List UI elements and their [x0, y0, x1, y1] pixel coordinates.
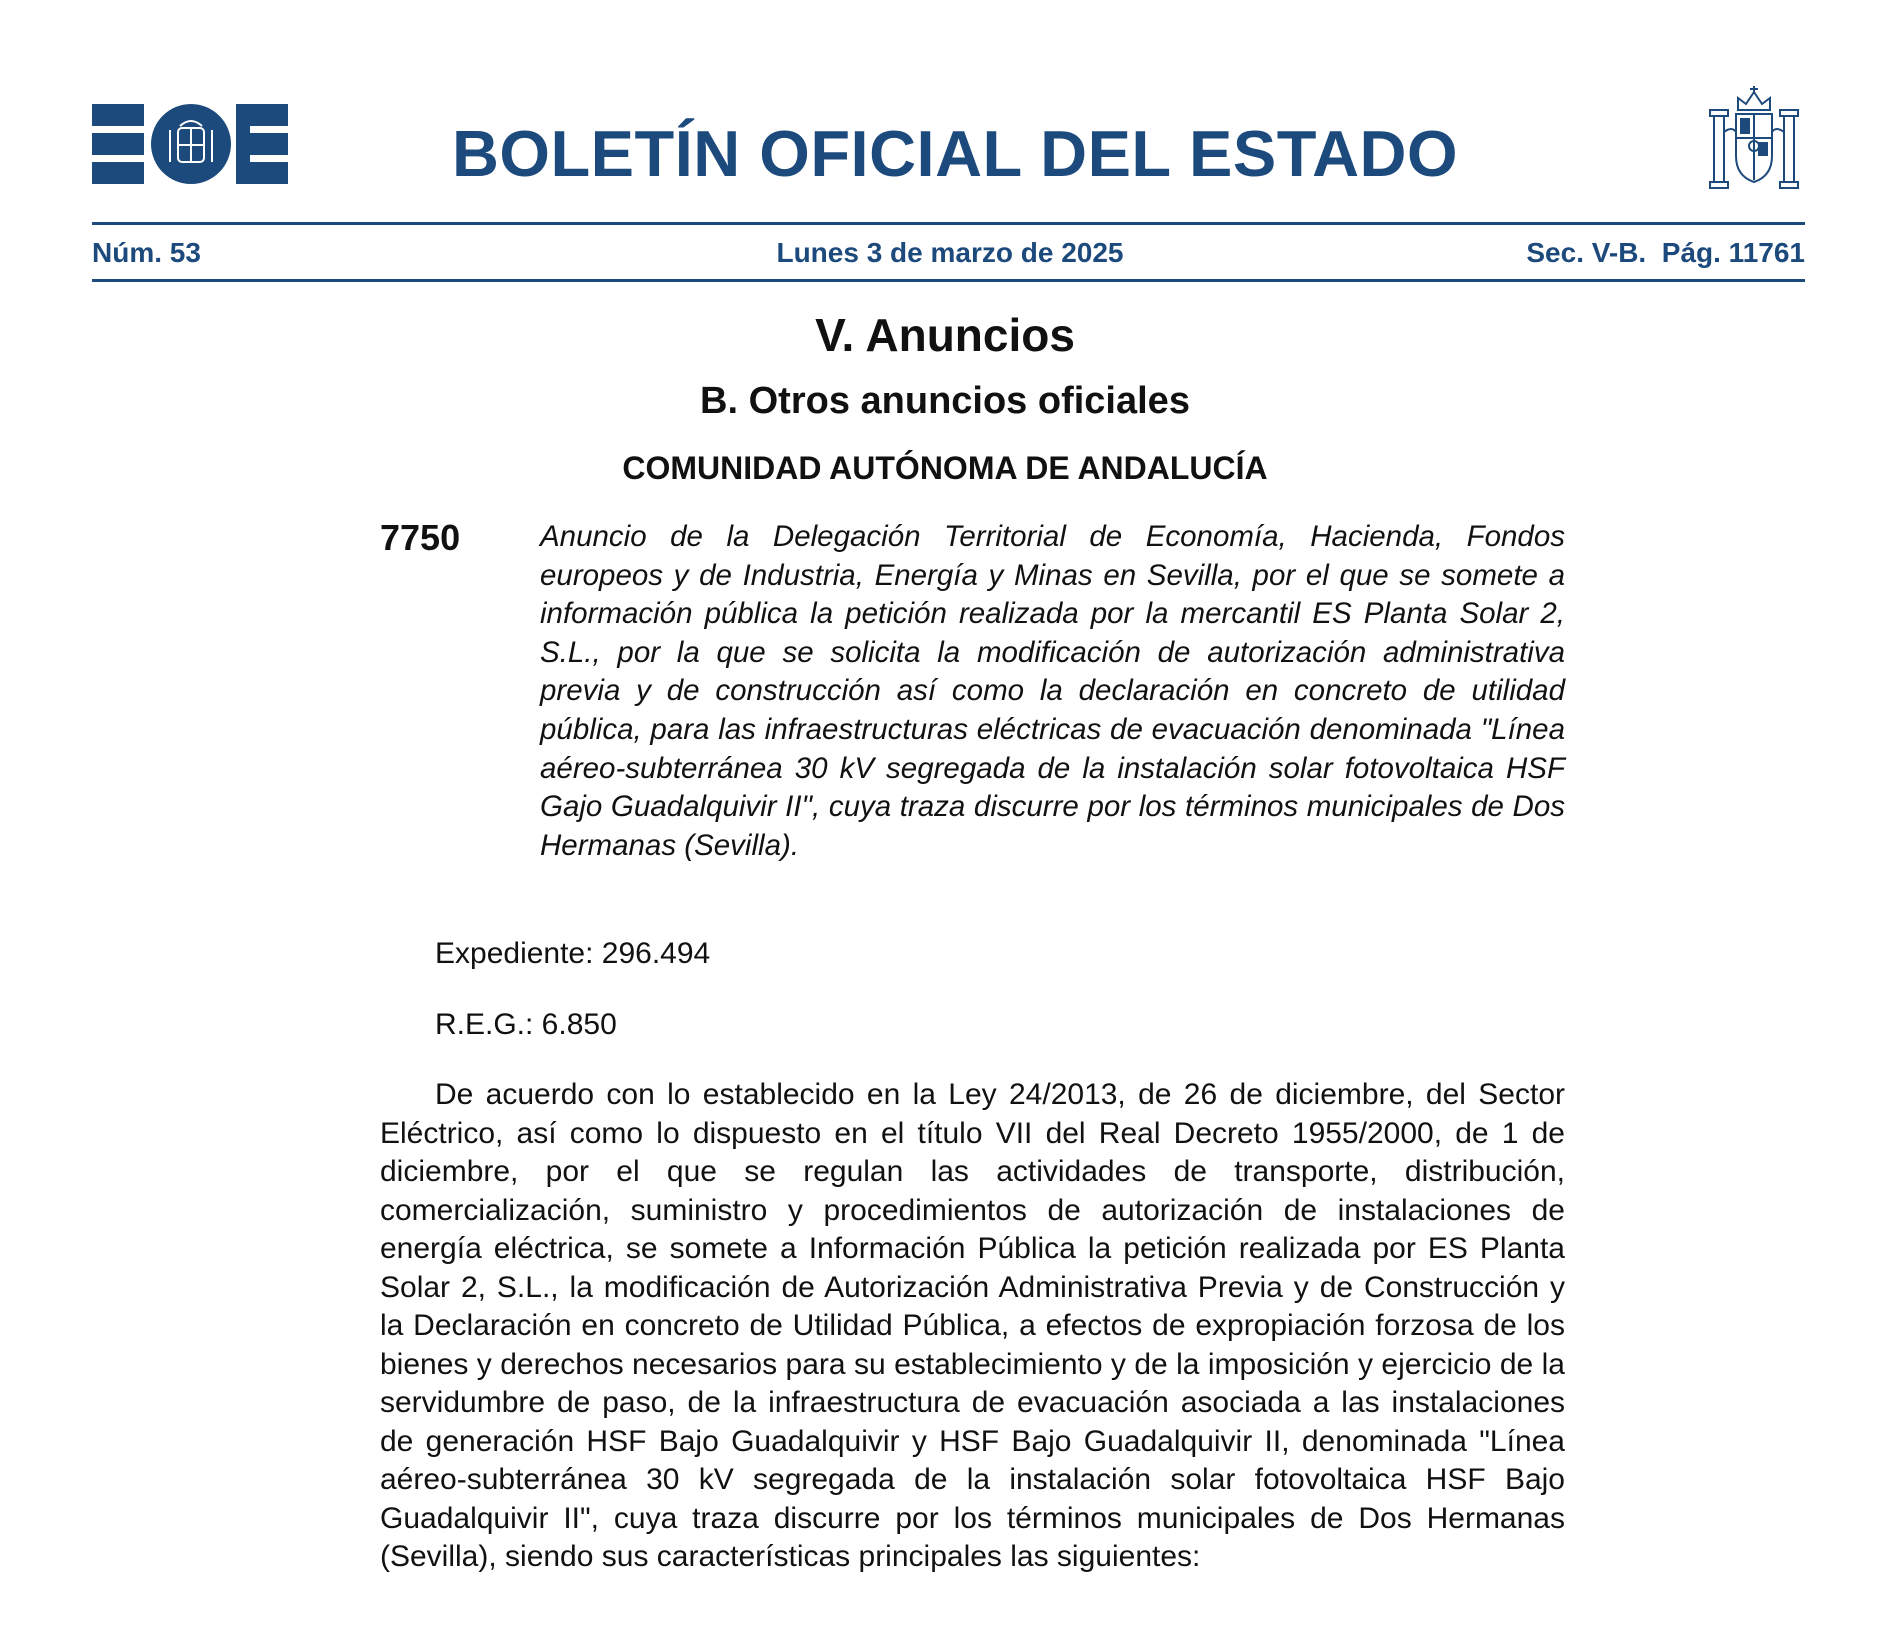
section-page: Sec. V-B. Pág. 11761: [1526, 237, 1805, 268]
boe-logo: [92, 104, 288, 184]
announcement-number: 7750: [380, 517, 461, 558]
body-paragraph: De acuerdo con lo establecido en la Ley 24/2013, de 26 de diciembre, del Sector Eléctrico, así como lo dispuesto en el título VII del Real Decreto 1955/2000, de 1 de diciembre, por el que se regulan las actividades de transporte, distribución, comercialización, suministro y procedimientos de autorización de instalaciones de energía eléctrica, se somete a Información Pública la petición realizada por ES Planta Solar 2, S.L., la modificación de Autorización Administrativa Previa y de Construcción y la Declaración en concreto de Utilidad Pública, a efectos de expropiación forzosa de los bienes y derechos necesarios para su establecimiento y de la imposición y ejercicio de la servidumbre de paso, de la infraestructura de evacuación asociada a las instalaciones de generación HSF Bajo Guadalquivir y HSF Bajo Guadalquivir II, denominada "Línea aéreo-subterránea 30 kV segregada de la instalación solar fotovoltaica HSF Bajo Guadalquivir II", cuya traza discurre por los términos municipales de Dos Hermanas (Sevilla), siendo sus características principales las siguientes:: [380, 1078, 1565, 1573]
section-heading: V. Anuncios: [815, 309, 1075, 361]
expediente-field: Expediente: 296.494: [435, 937, 711, 970]
reg-field: R.E.G.: 6.850: [435, 1008, 617, 1041]
coat-of-arms-icon: [1708, 86, 1800, 190]
subsection-heading: B. Otros anuncios oficiales: [700, 380, 1190, 422]
masthead-title: BOLETÍN OFICIAL DEL ESTADO: [451, 117, 1459, 190]
issue-date: Lunes 3 de marzo de 2025: [776, 237, 1124, 268]
community-heading: COMUNIDAD AUTÓNOMA DE ANDALUCÍA: [622, 450, 1268, 486]
header-rule-bottom: [92, 279, 1805, 282]
announcement-title: Anuncio de la Delegación Territorial de Economía, Hacienda, Fondos europeos y de Industria, Energía y Minas en Sevilla, por el que se somete a información pública la petición realizada por la mercantil ES Planta Solar 2, S.L., por la que se solicita la modificación de autorización administrativa previa y de construcción así como la declaración en concreto de utilidad pública, para las infraestructuras eléctricas de evacuación denominada "Línea aéreo-subterránea 30 kV segregada de la instalación solar fotovoltaica HSF Gajo Guadalquivir II", cuya traza discurre por los términos municipales de Dos Hermanas (Sevilla).: [540, 520, 1565, 862]
issue-number: Núm. 53: [92, 237, 201, 268]
header-rule-top: [92, 222, 1805, 225]
